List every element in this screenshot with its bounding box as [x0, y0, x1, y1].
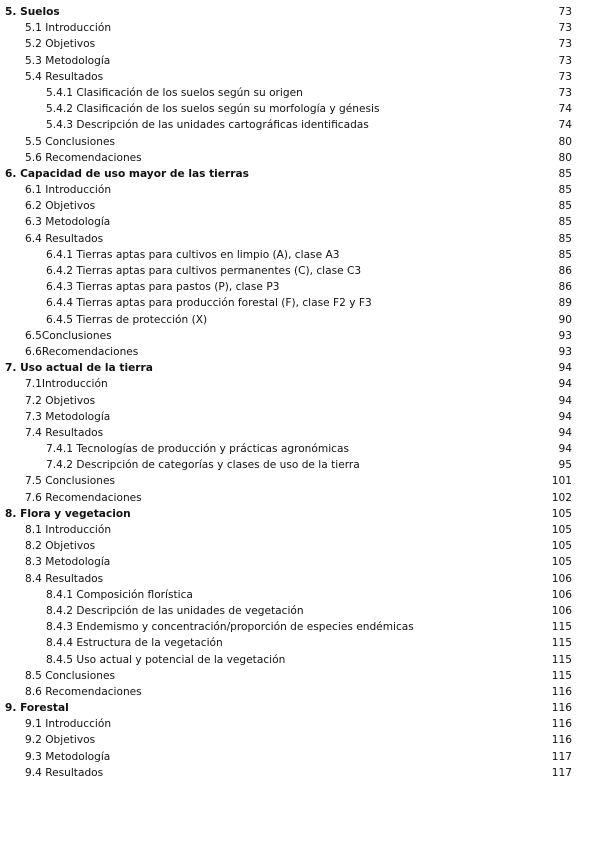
- toc-entry-title: 9.1 Introducción: [25, 718, 112, 731]
- toc-page-number: 89: [558, 297, 572, 310]
- toc-entry-title: 5.4.1 Clasificación de los suelos según su origen: [46, 86, 303, 99]
- toc-page-number: 73: [558, 70, 572, 83]
- toc-page-number: 117: [551, 766, 572, 779]
- toc-chapter-entry: [0, 506, 600, 522]
- toc-page-number: 116: [551, 702, 572, 715]
- toc-page-number: 74: [558, 103, 572, 116]
- toc-entry-title: 7.5 Conclusiones: [25, 475, 115, 488]
- toc-subsection-entry: [0, 619, 600, 635]
- toc-entry-title: 7.2 Objetivos: [25, 394, 96, 407]
- toc-subsection-entry: [0, 101, 600, 117]
- toc-section-entry: [0, 214, 600, 230]
- toc-page-number: 105: [551, 524, 572, 536]
- toc-entry-title: 5.4 Resultados: [25, 70, 104, 83]
- toc-chapter-entry: [0, 4, 600, 20]
- toc-chapter-entry: [0, 700, 600, 716]
- toc-page-number: 86: [558, 281, 572, 294]
- toc-entry-title: 8.4.4 Estructura de la vegetación: [46, 637, 223, 650]
- toc-entry-title: 5.3 Metodología: [25, 54, 111, 67]
- toc-section-entry: [0, 134, 600, 150]
- toc-entry-title: 7.4 Resultados: [25, 426, 104, 439]
- toc-section-entry: [0, 20, 600, 36]
- toc-page-number: 86: [558, 265, 572, 277]
- toc-page-number: 105: [551, 540, 572, 553]
- toc-entry-title: 9. Forestal: [5, 702, 69, 715]
- toc-section-entry: [0, 668, 600, 684]
- toc-entry-title: 9.2 Objetivos: [25, 734, 96, 747]
- toc-entry-title: 6.4 Resultados: [25, 232, 104, 245]
- toc-page-number: 116: [551, 718, 572, 731]
- toc-entry-title: 6.4.3 Tierras aptas para pastos (P), clase P3: [46, 281, 280, 294]
- toc-entry-title: 6.4.4 Tierras aptas para producción forestal (F), clase F2 y F3: [46, 297, 372, 310]
- toc-entry-title: 8.4.5 Uso actual y potencial de la vegetación: [46, 653, 286, 666]
- toc-page-number: 85: [558, 232, 572, 245]
- toc-page-number: 73: [558, 6, 572, 18]
- toc-subsection-entry: [0, 457, 600, 473]
- toc-page-number: 101: [551, 475, 572, 488]
- toc-section-entry: [0, 571, 600, 587]
- toc-entry-title: 9.4 Resultados: [25, 766, 104, 779]
- toc-page-number: 105: [551, 507, 572, 520]
- toc-page-number: 115: [551, 621, 572, 634]
- toc-page-number: 85: [558, 200, 572, 213]
- toc-entry-title: 6.6Recomendaciones: [25, 345, 139, 358]
- toc-page-number: 85: [558, 184, 572, 197]
- toc-subsection-entry: [0, 117, 600, 133]
- toc-section-entry: [0, 53, 600, 69]
- toc-chapter-entry: [0, 360, 600, 376]
- toc-page-number: 94: [558, 378, 572, 391]
- toc-entry-title: 8.1 Introducción: [25, 524, 112, 536]
- toc-section-entry: [0, 732, 600, 748]
- toc-entry-title: 5.5 Conclusiones: [25, 135, 115, 148]
- toc-entry-title: 8. Flora y vegetacion: [5, 507, 131, 520]
- toc-page-number: 102: [551, 491, 572, 504]
- toc-page-number: 85: [558, 216, 572, 229]
- toc-section-entry: [0, 490, 600, 506]
- toc-entry-title: 5.4.2 Clasificación de los suelos según su morfología y génesis: [46, 103, 380, 116]
- toc-entry-title: 8.3 Metodología: [25, 556, 111, 569]
- toc-section-entry: [0, 36, 600, 52]
- toc-section-entry: [0, 409, 600, 425]
- toc-page-number: 73: [558, 22, 572, 35]
- toc-page-number: 116: [551, 734, 572, 747]
- toc-chapter-entry: [0, 166, 600, 182]
- toc-entry-title: 6.5Conclusiones: [25, 329, 112, 342]
- toc-subsection-entry: [0, 295, 600, 311]
- toc-subsection-entry: [0, 85, 600, 101]
- toc-page-number: 85: [558, 167, 572, 180]
- toc-entry-title: 8.4 Resultados: [25, 572, 104, 585]
- toc-page-number: 93: [558, 345, 572, 358]
- toc-page-number: 115: [551, 669, 572, 682]
- toc-page-number: 94: [558, 410, 572, 423]
- toc-entry-title: 6.4.5 Tierras de protección (X): [46, 313, 208, 326]
- toc-entry-title: 7.6 Recomendaciones: [25, 491, 142, 504]
- toc-entry-title: 6.1 Introducción: [25, 184, 112, 197]
- toc-entry-title: 6.2 Objetivos: [25, 200, 96, 213]
- toc-page-number: 93: [558, 329, 572, 342]
- toc-subsection-entry: [0, 441, 600, 457]
- toc-section-entry: [0, 684, 600, 700]
- toc-page-number: 73: [558, 54, 572, 67]
- toc-page-number: 80: [558, 135, 572, 148]
- toc-entry-title: 5.1 Introducción: [25, 22, 112, 35]
- toc-entry-title: 7.4.2 Descripción de categorías y clases de uso de la tierra: [46, 459, 360, 472]
- toc-page-number: 95: [558, 459, 572, 472]
- toc-page-number: 73: [558, 86, 572, 99]
- toc-section-entry: [0, 150, 600, 166]
- toc-entry-title: 6.3 Metodología: [25, 216, 111, 229]
- toc-entry-title: 6.4.2 Tierras aptas para cultivos permanentes (C), clase C3: [46, 265, 362, 277]
- toc-entry-title: 7.3 Metodología: [25, 410, 111, 423]
- toc-entry-title: 7. Uso actual de la tierra: [5, 362, 153, 375]
- toc-section-entry: [0, 522, 600, 538]
- toc-section-entry: [0, 328, 600, 344]
- toc-section-entry: [0, 425, 600, 441]
- toc-entry-title: 5. Suelos: [5, 6, 60, 18]
- toc-entry-title: 6.4.1 Tierras aptas para cultivos en limpio (A), clase A3: [46, 248, 340, 261]
- toc-page-number: 117: [551, 750, 572, 763]
- toc-section-entry: [0, 473, 600, 489]
- toc-entry-title: 8.4.2 Descripción de las unidades de vegetación: [46, 604, 304, 617]
- toc-page-number: 106: [551, 588, 572, 601]
- toc-section-entry: [0, 376, 600, 392]
- toc-entry-title: 8.5 Conclusiones: [25, 669, 115, 682]
- toc-page-number: 85: [558, 248, 572, 261]
- toc-page-number: 115: [551, 653, 572, 666]
- toc-section-entry: [0, 765, 600, 781]
- toc-page-number: 80: [558, 151, 572, 164]
- toc-section-entry: [0, 198, 600, 214]
- toc-page-number: 74: [558, 119, 572, 132]
- toc-entry-title: 8.4.3 Endemismo y concentración/proporción de especies endémicas: [46, 621, 414, 634]
- toc-section-entry: [0, 182, 600, 198]
- toc-page-number: 106: [551, 572, 572, 585]
- toc-entry-title: 5.6 Recomendaciones: [25, 151, 142, 164]
- toc-subsection-entry: [0, 263, 600, 279]
- toc-subsection-entry: [0, 635, 600, 651]
- toc-page-number: 94: [558, 362, 572, 375]
- toc-section-entry: [0, 538, 600, 554]
- toc-entry-title: 5.4.3 Descripción de las unidades cartográficas identificadas: [46, 119, 369, 132]
- toc-page-number: 90: [558, 313, 572, 326]
- toc-page-number: 116: [551, 685, 572, 698]
- toc-subsection-entry: [0, 279, 600, 295]
- toc-entry-title: 6. Capacidad de uso mayor de las tierras: [5, 167, 249, 180]
- toc-page-number: 73: [558, 38, 572, 51]
- toc-section-entry: [0, 69, 600, 85]
- table-of-contents: [0, 4, 600, 781]
- toc-section-entry: [0, 344, 600, 360]
- toc-subsection-entry: [0, 603, 600, 619]
- toc-section-entry: [0, 749, 600, 765]
- toc-subsection-entry: [0, 652, 600, 668]
- toc-page-number: 115: [551, 637, 572, 650]
- toc-section-entry: [0, 716, 600, 732]
- toc-page-number: 106: [551, 604, 572, 617]
- toc-section-entry: [0, 393, 600, 409]
- toc-subsection-entry: [0, 587, 600, 603]
- toc-entry-title: 8.4.1 Composición florística: [46, 588, 193, 601]
- toc-page-number: 94: [558, 426, 572, 439]
- toc-subsection-entry: [0, 312, 600, 328]
- toc-page-number: 94: [558, 443, 572, 456]
- toc-entry-title: 5.2 Objetivos: [25, 38, 96, 51]
- toc-entry-title: 7.1Introducción: [25, 378, 108, 391]
- toc-entry-title: 8.2 Objetivos: [25, 540, 96, 553]
- toc-entry-title: 7.4.1 Tecnologías de producción y prácticas agronómicas: [46, 443, 349, 456]
- toc-page-number: 105: [551, 556, 572, 569]
- toc-entry-title: 9.3 Metodología: [25, 750, 111, 763]
- toc-page-number: 94: [558, 394, 572, 407]
- toc-section-entry: [0, 554, 600, 570]
- toc-section-entry: [0, 231, 600, 247]
- toc-subsection-entry: [0, 247, 600, 263]
- toc-entry-title: 8.6 Recomendaciones: [25, 685, 142, 698]
